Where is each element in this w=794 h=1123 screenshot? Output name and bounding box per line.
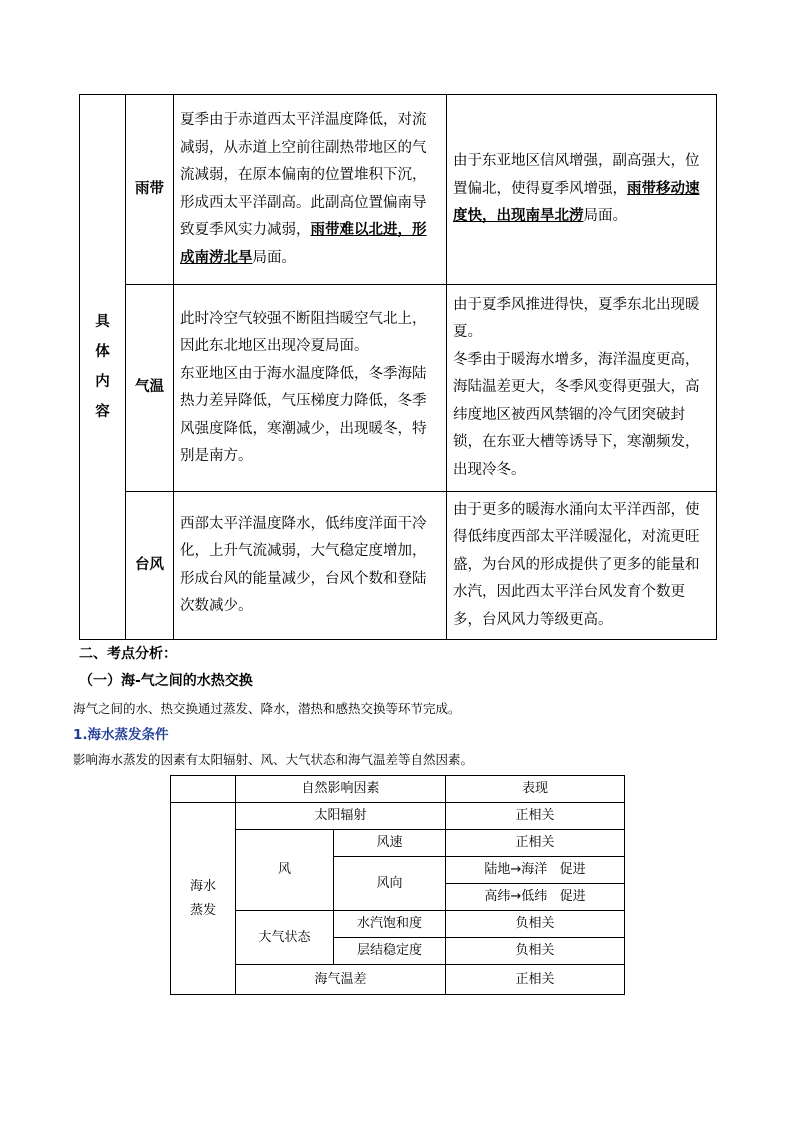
table-row-rainbelt xyxy=(80,95,717,285)
topic-heading: 1.海水蒸发条件 xyxy=(73,727,169,743)
factor-wind-direction: 风向 xyxy=(334,857,446,911)
table-row-typhoon xyxy=(80,492,717,640)
rainbelt-col2-emphasis: 雨带移动速度快，出现南旱北涝 xyxy=(453,180,700,225)
table-row xyxy=(171,911,625,938)
paragraph: 影响海水蒸发的因素有太阳辐射、风、大气状态和海气温差等自然因素。 xyxy=(73,752,474,767)
table-row xyxy=(171,965,625,995)
table-cell-empty xyxy=(171,776,236,803)
rainbelt-col1-cell: 夏季由于赤道西太平洋温度降低，对流减弱，从赤道上空前往副热带地区的气流减弱，在原本偏南的位置堆积下沉，形成西太平洋副高。此副高位置偏南导致夏季风实力减弱，雨带难以北进，形成南涝北旱局面。 xyxy=(174,95,447,285)
effect-wind-direction-2: 高纬→低纬 促进 xyxy=(446,884,625,911)
row-label-temperature: 气温 xyxy=(126,285,174,492)
factor-stability: 层结稳定度 xyxy=(334,938,446,965)
paragraph: 海气之间的水、热交换通过蒸发、降水，潜热和感热交换等环节完成。 xyxy=(73,701,461,716)
effect-stability: 负相关 xyxy=(446,938,625,965)
effect-wind-direction-1: 陆地→海洋 促进 xyxy=(446,857,625,884)
effect-vapor-saturation: 负相关 xyxy=(446,911,625,938)
effect-temp-diff: 正相关 xyxy=(446,965,625,995)
subsection-heading: （一）海-气之间的水热交换 xyxy=(79,673,253,689)
table-row-temperature xyxy=(80,285,717,492)
table-row xyxy=(171,776,625,803)
factor-wind: 风 xyxy=(236,830,334,911)
factor-vapor-saturation: 水汽饱和度 xyxy=(334,911,446,938)
factor-temp-diff: 海气温差 xyxy=(236,965,446,995)
temperature-col2-cell: 由于夏季风推进得快，夏季东北出现暖夏。 冬季由于暖海水增多，海洋温度更高，海陆温差更大，冬季风变得更强大，高纬度地区被西风禁锢的冷气团突破封锁，在东亚大槽等诱导下，寒潮频发，出现冷冬。 xyxy=(447,285,717,492)
row-label-rainbelt: 雨带 xyxy=(126,95,174,285)
rainbelt-col2-cell: 由于东亚地区信风增强，副高强大，位置偏北，使得夏季风增强，雨带移动速度快，出现南旱北涝局面。 xyxy=(447,95,717,285)
factor-solar: 太阳辐射 xyxy=(236,803,446,830)
table-row xyxy=(171,803,625,830)
rainbelt-col1-emphasis: 雨带难以北进，形成南涝北旱 xyxy=(180,222,427,266)
typhoon-col1-cell: 西部太平洋温度降水，低纬度洋面干冷化，上升气流减弱，大气稳定度增加，形成台风的能量减少，台风个数和登陆次数减少。 xyxy=(174,492,447,640)
factor-atmosphere: 大气状态 xyxy=(236,911,334,965)
factor-wind-speed: 风速 xyxy=(334,830,446,857)
climate-impact-table xyxy=(79,94,717,640)
header-effect: 表现 xyxy=(446,776,625,803)
row-label-evaporation: 海水 蒸发 xyxy=(171,803,236,995)
section-label-cell: 具 体 内 容 xyxy=(80,95,126,640)
effect-solar: 正相关 xyxy=(446,803,625,830)
typhoon-col2-cell: 由于更多的暖海水涌向太平洋西部，使得低纬度西部太平洋暖湿化，对流更旺盛，为台风的形成提供了更多的能量和水汽，因此西太平洋台风发育个数更多，台风风力等级更高。 xyxy=(447,492,717,640)
effect-wind-speed: 正相关 xyxy=(446,830,625,857)
header-factor: 自然影响因素 xyxy=(236,776,446,803)
row-label-typhoon: 台风 xyxy=(126,492,174,640)
table-row xyxy=(171,830,625,857)
section-heading: 二、考点分析： xyxy=(79,646,177,662)
evaporation-factors-table xyxy=(170,775,625,995)
temperature-col1-cell: 此时冷空气较强不断阻挡暖空气北上，因此东北地区出现冷夏局面。 东亚地区由于海水温度降低，冬季海陆热力差异降低，气压梯度力降低，冬季风强度降低，寒潮减少，出现暖冬，特别是南方。 xyxy=(174,285,447,492)
